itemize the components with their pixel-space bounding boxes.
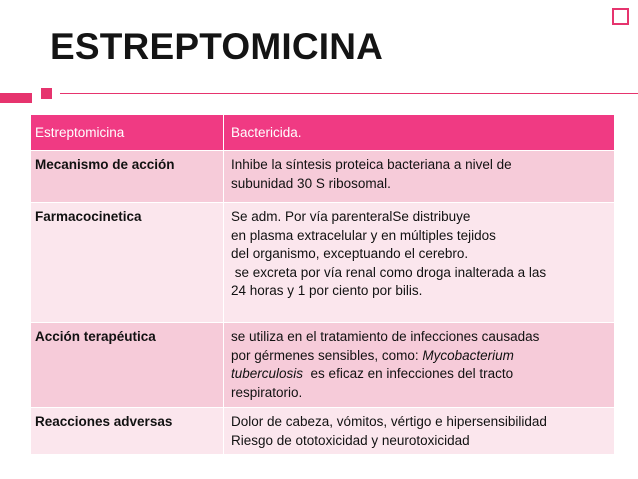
text-line: se utiliza en el tratamiento de infecciones causadas bbox=[231, 329, 540, 344]
text-line bbox=[231, 347, 610, 366]
text-line: Riesgo de ototoxicidad y neurotoxicidad bbox=[231, 432, 470, 448]
text-line: Se adm. Por vía parenteralSe distribuye bbox=[231, 209, 471, 224]
table-header-row bbox=[31, 115, 615, 151]
title-underline bbox=[60, 93, 638, 94]
corner-square-decoration bbox=[612, 8, 629, 25]
row-label: Farmacocinetica bbox=[31, 203, 224, 323]
text-line: Dolor de cabeza, vómitos, vértigo e hipersensibilidad bbox=[231, 414, 547, 429]
header-drug-class: Bactericida. bbox=[224, 115, 615, 151]
text-fragment: es eficaz en infecciones del tracto bbox=[303, 366, 514, 381]
text-line: del organismo, exceptuando el cerebro. bbox=[231, 246, 469, 261]
row-label: Acción terapéutica bbox=[31, 323, 224, 408]
accent-square bbox=[41, 88, 52, 99]
row-value bbox=[224, 323, 615, 408]
text-line bbox=[231, 365, 610, 384]
text-line: en plasma extracelular y en múltiples tejidos bbox=[231, 227, 496, 243]
drug-info-table bbox=[30, 114, 615, 455]
text-fragment: por gérmenes sensibles, como: bbox=[231, 347, 423, 363]
table-row-mecanismo bbox=[31, 151, 615, 203]
row-value bbox=[224, 151, 615, 203]
text-line: respiratorio. bbox=[231, 384, 303, 400]
table-row-accion bbox=[31, 323, 615, 408]
table-row-reacciones bbox=[31, 408, 615, 455]
table-row-farmacocinetica bbox=[31, 203, 615, 323]
row-value bbox=[224, 203, 615, 323]
header-drug-name: Estreptomicina bbox=[31, 115, 224, 151]
text-line: subunidad 30 S ribosomal. bbox=[231, 175, 391, 191]
scientific-name: Mycobacterium bbox=[422, 347, 514, 363]
scientific-name: tuberculosis bbox=[231, 366, 304, 381]
slide-title: ESTREPTOMICINA bbox=[50, 26, 384, 67]
text-line: Inhibe la síntesis proteica bacteriana a nivel de bbox=[231, 157, 512, 172]
text-line: se excreta por vía renal como droga inalterada a las bbox=[231, 264, 547, 280]
accent-bar-left bbox=[0, 93, 32, 103]
row-value bbox=[224, 408, 615, 455]
row-label: Mecanismo de acción bbox=[31, 151, 224, 203]
text-line: 24 horas y 1 por ciento por bilis. bbox=[231, 283, 423, 298]
row-label: Reacciones adversas bbox=[31, 408, 224, 455]
